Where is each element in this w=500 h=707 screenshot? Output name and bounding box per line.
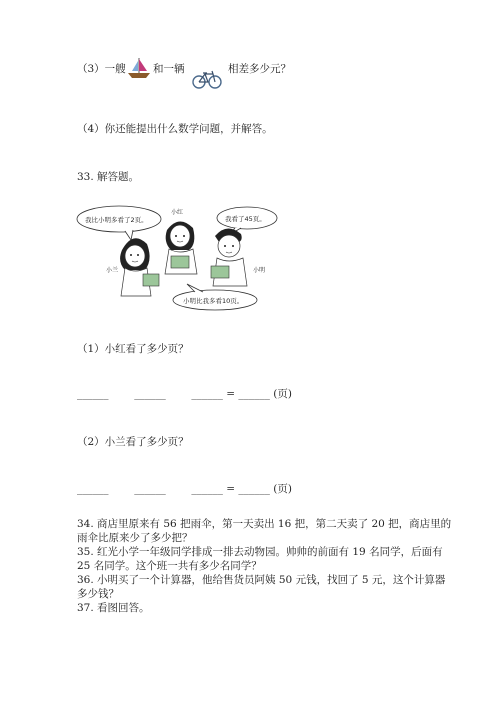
q32-part3-prefix: （3）一艘 <box>77 63 126 75</box>
q33-title: 33. 解答题。 <box>77 171 140 183</box>
bubble-left-text: 我比小明多看了2页。 <box>85 216 148 224</box>
answer-blank[interactable]: ______ <box>134 483 166 495</box>
q35-line1: 35. 红光小学一年级同学排成一排去动物园。帅帅的前面有 19 名同学，后面有 <box>77 546 443 558</box>
q35-line2: 25 名同学。这个班一共有多少名同学？ <box>77 560 262 572</box>
equals-sign: = <box>226 483 236 495</box>
q32-part3-middle: 和一辆 <box>153 63 185 75</box>
girl-xiaohong-figure <box>165 221 197 274</box>
q32-part3 <box>77 61 126 76</box>
q33-sub2-answer-row <box>77 481 292 496</box>
answer-blank[interactable]: ______ <box>238 388 270 400</box>
name-label-xiaoming: 小明 <box>253 267 266 274</box>
bubble-right-text: 我看了45页。 <box>225 215 266 223</box>
name-label-xiaohong: 小红 <box>171 209 184 216</box>
reading-children-illustration <box>75 200 280 312</box>
equals-sign: = <box>226 388 236 400</box>
q37-title: 37. 看图回答。 <box>77 602 150 614</box>
name-label-xiaolan: 小兰 <box>106 267 119 274</box>
q32-part3-suffix: 相差多少元？ <box>228 63 291 75</box>
sailboat-icon <box>125 56 153 80</box>
q33-sub1-answer-row <box>77 386 292 401</box>
answer-blank[interactable]: ______ <box>191 388 223 400</box>
bubble-bottom-text: 小明比我多看10页。 <box>183 297 244 305</box>
q33-sub2-question: （2）小兰看了多少页？ <box>77 436 189 448</box>
unit-label: (页) <box>273 483 292 495</box>
answer-blank[interactable]: ______ <box>77 483 109 495</box>
boy-xiaoming-figure <box>211 228 247 286</box>
q32-part4: （4）你还能提出什么数学问题，并解答。 <box>77 123 273 135</box>
q34-line2: 雨伞比原来少了多少把？ <box>77 532 193 544</box>
answer-blank[interactable]: ______ <box>77 388 109 400</box>
answer-blank[interactable]: ______ <box>191 483 223 495</box>
q36-line2: 多少钱？ <box>77 588 119 600</box>
q36-line1: 36. 小明买了一个计算器，他给售货员阿姨 50 元钱，找回了 5 元，这个计算器 <box>77 574 446 586</box>
bicycle-icon <box>191 68 223 90</box>
girl-xiaolan-figure <box>120 238 159 296</box>
answer-blank[interactable]: ______ <box>238 483 270 495</box>
answer-blank[interactable]: ______ <box>134 388 166 400</box>
unit-label: (页) <box>273 388 292 400</box>
q33-sub1-question: （1）小红看了多少页？ <box>77 343 189 355</box>
q34-line1: 34. 商店里原来有 56 把雨伞，第一天卖出 16 把，第二天卖了 20 把，商店里的 <box>77 518 452 530</box>
